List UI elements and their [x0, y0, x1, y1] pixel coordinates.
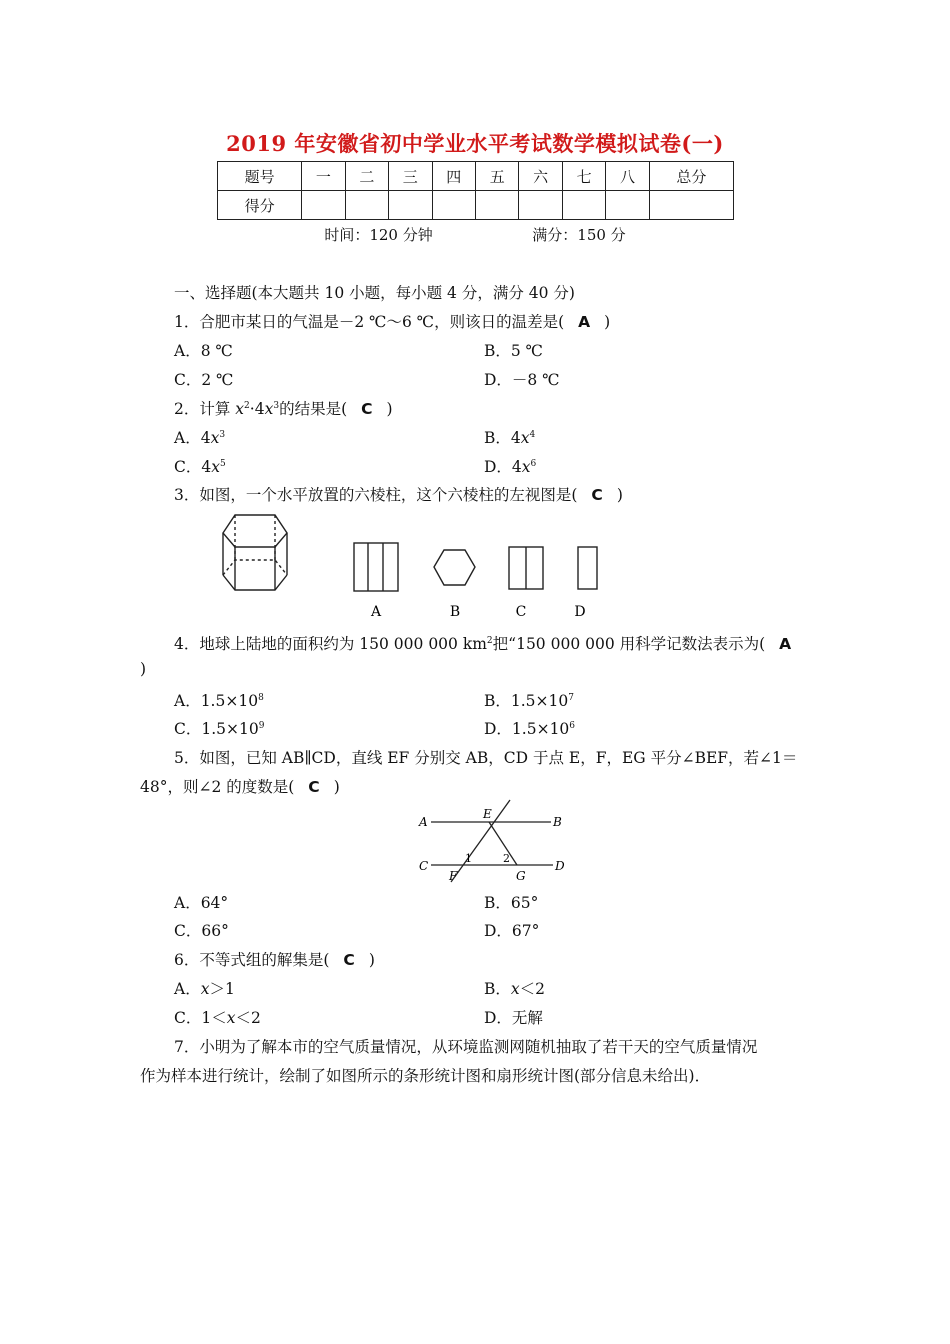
- prism-top-face: [223, 515, 287, 547]
- score-input-cell: [432, 191, 475, 220]
- option-text: B．: [484, 980, 511, 998]
- figure-label: B: [449, 604, 461, 620]
- option-text: C．4: [174, 458, 212, 476]
- variable: x: [520, 429, 530, 447]
- section-heading: 一、选择题(本大题共 10 小题，每小题 4 分，满分 40 分): [174, 284, 575, 302]
- score-input-cell: [519, 191, 562, 220]
- answer-mark: A: [779, 635, 792, 653]
- variable: x: [200, 980, 210, 998]
- option: A．64°: [174, 894, 229, 912]
- exponent: 8: [258, 693, 264, 703]
- answer-mark: C: [591, 486, 603, 504]
- option: D．无解: [484, 1009, 543, 1027]
- option-a-shape: [354, 543, 398, 591]
- option: A．8 ℃: [174, 342, 233, 360]
- option: [174, 717, 264, 739]
- option-d-shape: [578, 547, 597, 589]
- score-table-score-row: [218, 191, 734, 220]
- page-title: 2019 年安徽省初中学业水平考试数学模拟试卷(一): [226, 131, 724, 156]
- table-cell: 六: [519, 162, 562, 191]
- question-text: 1．合肥市某日的气温是－2 ℃～6 ℃，则该日的温差是(: [174, 313, 565, 331]
- score-input-cell: [302, 191, 345, 220]
- variable: x: [235, 400, 245, 418]
- question-text: 的结果是(: [279, 400, 348, 418]
- option: D．－8 ℃: [484, 371, 560, 389]
- table-cell: 二: [345, 162, 388, 191]
- option-text: ＜2: [519, 980, 546, 998]
- question-text: 6．不等式组的解集是(: [174, 951, 330, 969]
- paren: ): [368, 951, 375, 969]
- variable: x: [264, 400, 274, 418]
- answer-mark: C: [343, 951, 355, 969]
- option-text: ＜2: [235, 1009, 261, 1027]
- question-7-line1: 7．小明为了解本市的空气质量情况，从环境监测网随机抽取了若干天的空气质量情况: [174, 1038, 758, 1056]
- option-text: B．4: [484, 429, 521, 447]
- option-b-shape: [434, 550, 475, 585]
- option-text: A．4: [174, 429, 211, 447]
- angle-labels: [465, 852, 510, 865]
- table-cell: 题号: [218, 162, 302, 191]
- exponent: 6: [569, 721, 576, 731]
- table-cell: 七: [562, 162, 605, 191]
- figure-label: A: [370, 604, 382, 620]
- question-1-stem: [174, 310, 610, 332]
- variable: x: [211, 458, 220, 476]
- paren: ): [604, 313, 611, 331]
- option: B．65°: [484, 894, 539, 912]
- question-4-stem: [174, 632, 805, 654]
- question-7-line2: 作为样本进行统计，绘制了如图所示的条形统计图和扇形统计图(部分信息未给出)．: [140, 1067, 711, 1085]
- option: [174, 455, 226, 477]
- exponent: 9: [258, 721, 265, 731]
- paren: ): [333, 778, 340, 796]
- prism-bottom-face: [223, 575, 287, 590]
- paren: ): [616, 486, 623, 504]
- score-input-cell: [562, 191, 605, 220]
- point-label: G: [516, 869, 526, 883]
- score-input-cell: [389, 191, 432, 220]
- option: [174, 426, 225, 448]
- question-6-stem: [174, 948, 375, 970]
- figure-labels: [418, 807, 565, 883]
- option: C．2 ℃: [174, 371, 234, 389]
- option-text: A．1.5×10: [174, 692, 259, 710]
- option-text: C．1.5×10: [174, 720, 259, 738]
- exam-time: 时间：120 分钟: [324, 226, 433, 244]
- parallel-lines-figure: [415, 798, 575, 884]
- exponent: 3: [219, 430, 226, 440]
- angle-label: 1: [465, 852, 472, 865]
- variable: x: [210, 429, 220, 447]
- option: B．5 ℃: [484, 342, 544, 360]
- option: [174, 1006, 261, 1028]
- exponent: 2: [244, 401, 250, 411]
- answer-mark: A: [578, 313, 591, 331]
- option-text: C．1＜: [174, 1009, 227, 1027]
- question-5-line1: 5．如图，已知 AB∥CD，直线 EF 分别交 AB，CD 于点 E，F，EG 平分∠BEF，若∠1＝: [174, 749, 798, 767]
- table-cell: 一: [302, 162, 345, 191]
- option: [174, 977, 235, 999]
- option-text: B．1.5×10: [484, 692, 569, 710]
- option-text: D．1.5×10: [484, 720, 570, 738]
- variable: x: [226, 1009, 236, 1027]
- point-label: D: [555, 859, 565, 873]
- table-cell: 八: [606, 162, 649, 191]
- answer-mark: C: [361, 400, 373, 418]
- score-table-header-row: [218, 162, 734, 191]
- question-text: 48°，则∠2 的度数是(: [140, 778, 295, 796]
- point-label: A: [419, 815, 428, 829]
- point-label: E: [483, 807, 492, 821]
- question-text: 2．计算: [174, 400, 236, 418]
- score-input-cell: [345, 191, 388, 220]
- score-table: [217, 161, 734, 220]
- option: [174, 689, 264, 711]
- exponent: 3: [273, 401, 280, 411]
- point-label: B: [553, 815, 562, 829]
- option: C．66°: [174, 922, 229, 940]
- score-input-cell: [606, 191, 649, 220]
- answer-mark: C: [308, 778, 320, 796]
- variable: x: [521, 458, 531, 476]
- question-text: 把“150 000 000 用科学记数法表示为(: [492, 635, 766, 653]
- view-options: [354, 543, 597, 591]
- exam-meta: [0, 224, 950, 245]
- question-text: 4．地球上陆地的面积约为 150 000 000 km: [174, 635, 487, 653]
- score-input-cell: [475, 191, 518, 220]
- table-cell: 四: [432, 162, 475, 191]
- hexagonal-prism-figure: [215, 505, 615, 625]
- table-cell: 三: [389, 162, 432, 191]
- exponent: 5: [219, 459, 226, 469]
- exam-full-score: 满分：150 分: [532, 226, 626, 244]
- question-text: ·4: [249, 400, 265, 418]
- option-text: A．: [174, 980, 201, 998]
- paren: ): [386, 400, 393, 418]
- option: [484, 717, 575, 739]
- option-text: D．4: [484, 458, 522, 476]
- point-label: F: [449, 869, 458, 883]
- figure-label: C: [515, 604, 527, 620]
- question-text: 3．如图，一个水平放置的六棱柱，这个六棱柱的左视图是(: [174, 486, 578, 504]
- option: [484, 455, 536, 477]
- paren: ): [140, 660, 147, 678]
- option: [484, 977, 545, 999]
- option: [484, 426, 535, 448]
- question-2-stem: [174, 397, 393, 419]
- question-3-stem: [174, 483, 623, 505]
- table-cell: 总分: [649, 162, 733, 191]
- question-5-line2: [140, 775, 340, 797]
- score-input-cell: [649, 191, 733, 220]
- exponent: 2: [486, 636, 493, 646]
- hidden-edge: [223, 560, 287, 575]
- exponent: 4: [529, 430, 536, 440]
- option: [484, 689, 574, 711]
- option: D．67°: [484, 922, 540, 940]
- table-cell: 得分: [218, 191, 302, 220]
- table-cell: 五: [475, 162, 518, 191]
- prism-3d-view: [223, 515, 287, 590]
- exponent: 7: [568, 693, 574, 703]
- figure-label: D: [574, 604, 586, 620]
- exponent: 6: [530, 459, 537, 469]
- variable: x: [510, 980, 520, 998]
- option-text: ＞1: [209, 980, 235, 998]
- point-label: C: [419, 859, 429, 873]
- angle-label: 2: [503, 852, 510, 865]
